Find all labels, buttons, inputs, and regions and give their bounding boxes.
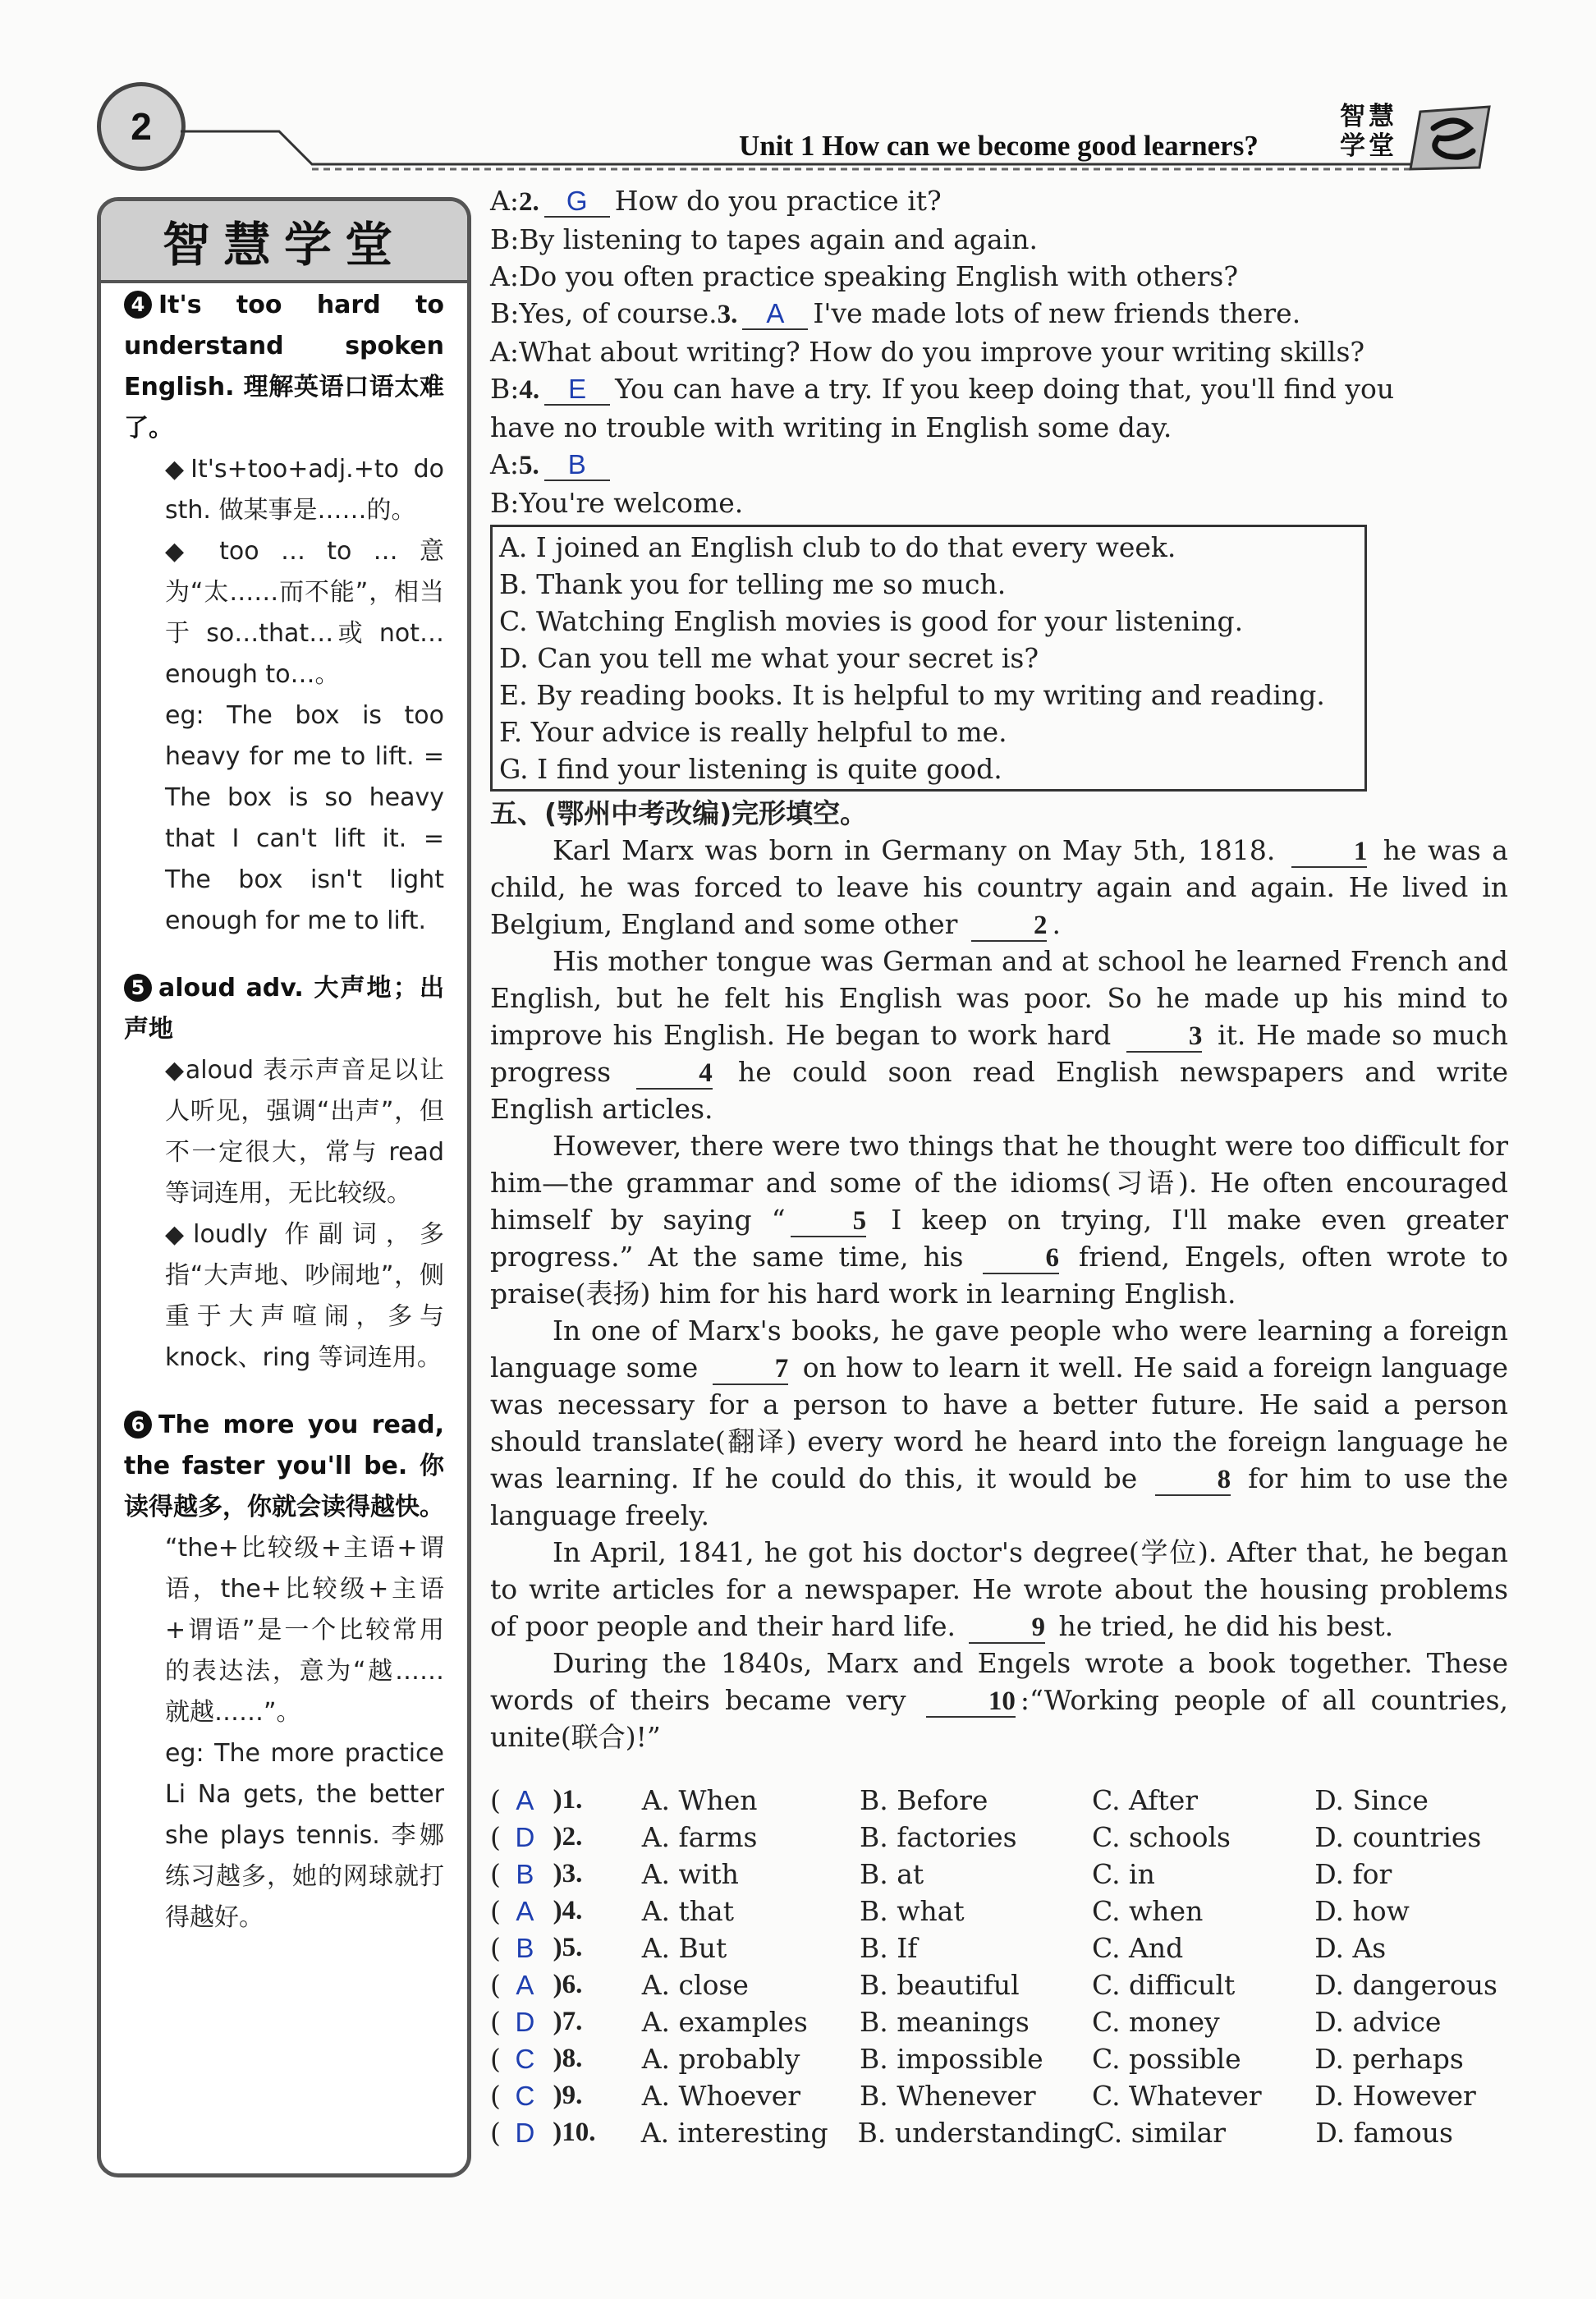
note-heading-text: aloud adv. 大声地；出声地 [124,974,444,1044]
choice-a: A. interesting [640,2117,828,2149]
answer-row [490,2003,1508,2040]
note-line: “the+比较级+主语+谓语，the+比较级+主语+谓语”是一个比较常用的表达法，意为“越……就越……”。 [165,1534,444,1727]
choice-d: D. Since [1314,1784,1429,1816]
sidebar-note [124,968,444,1379]
choice-a: A. with [641,1858,739,1890]
cloze-blank: 2 [971,911,1048,942]
option-line: E. By reading books. It is helpful to my writing and reading. [499,679,1325,711]
question-number: )10. [553,2118,596,2147]
dialogue-text: B:You're welcome. [490,487,744,519]
cloze-blank: 3 [1126,1021,1203,1053]
dialogue-text: B:By listening to tapes again and again. [490,223,1038,255]
answer-paren: ( C [490,2040,553,2077]
note-line: ◆aloud 表示声音足以让人听见，强调“出声”，但不一定很大，常与 read 等词连用，无比较级。 [165,1056,444,1208]
answer-row [490,2114,1508,2151]
passage-paragraph [490,943,1508,1127]
sidebar-notes-panel [97,197,471,2177]
passage-text: However, there were two things that he thought were too difficult for him—the grammar and some of the idioms(习语). He often encouraged himself by saying “ [490,1130,1508,1236]
option-line: A. I joined an English club to do that every week. [499,531,1176,563]
choice-a: A. examples [641,2006,808,2038]
passage-text: Karl Marx was born in Germany on May 5th, 1818. [553,834,1286,866]
brand-logo-icon [1406,103,1496,172]
dialogue-text: A:What about writing? How do you improve your writing skills? [490,336,1365,368]
passage-paragraph [490,1127,1508,1312]
dialogue-text: B: [490,373,520,405]
dialogue-text: A: [490,448,519,480]
answer-blank: E [544,374,610,406]
brand-mark [1340,102,1397,161]
passage-text: During the 1840s, Marx and Engels wrote a book together. These words of theirs became very [490,1647,1508,1716]
choice-b: B. meanings [860,2006,1030,2038]
choice-a: A. When [641,1784,758,1816]
brand-line-2: 学堂 [1340,131,1397,161]
passage-paragraph [490,1534,1508,1645]
dialogue-line [490,295,1508,333]
note-line: ◆It's+too+adj.+to do sth. 做某事是……的。 [165,455,444,525]
dialogue-line [490,221,1508,258]
unit-title: Unit 1 How can we become good learners? [739,130,1259,162]
note-heading [124,1405,444,1528]
answer-row [490,1893,1508,1930]
dialogue-line [490,446,1508,484]
option-line: F. Your advice is really helpful to me. [499,716,1007,748]
question-number: 2. [518,187,539,217]
option-line: G. I find your listening is quite good. [499,753,1002,785]
choice-d: D. advice [1314,2006,1442,2038]
choice-c: C. After [1092,1784,1199,1816]
question-number: )8. [553,2044,583,2073]
choice-c: C. similar [1094,2117,1227,2149]
chosen-answer: B [516,1933,534,1963]
answer-paren: ( A [490,1966,553,2003]
choice-c: C. money [1092,2006,1220,2038]
choice-b: B. Whenever [860,2080,1036,2112]
passage-text: :“Working people of all countries, unite(联合)!” [490,1684,1508,1753]
choice-b: B. If [860,1932,918,1964]
chosen-answer: A [516,1970,534,2000]
dialogue-text: I've made lots of new friends there. [813,297,1301,329]
answer-blank: A [742,299,808,330]
passage-text: I keep on trying, I'll make even greater progress.” At the same time, his [490,1204,1509,1273]
choice-c: C. schools [1092,1821,1231,1853]
answer-blank: B [544,450,610,481]
choice-b: B. impossible [860,2043,1043,2075]
option-line: D. Can you tell me what your secret is? [499,642,1039,674]
note-heading [124,285,444,449]
note-number-badge: 5 [124,974,152,1002]
passage-text: on how to learn it well. He said a foreign language was necessary for a person to have a better future. He said a person should translate(翻译) every word he heard into the foreign language he was learning. If he could do this, it would be [490,1351,1509,1494]
dialogue-line [490,182,1508,221]
answer-paren: ( C [490,2077,553,2114]
note-number-badge: 6 [124,1411,152,1439]
answer-paren: ( A [490,1893,553,1930]
choice-d: D. dangerous [1314,1969,1497,2001]
note-number-badge: 4 [124,291,152,319]
question-number: )7. [553,2007,583,2036]
cloze-blank: 6 [983,1243,1059,1274]
choice-b: B. Before [860,1784,988,1816]
dialogue-line [490,409,1508,446]
note-line: ◆loudly 作副词，多指“大声地、吵闹地”，侧重于大声喧闹，多与 knock、ring 等词连用。 [165,1220,444,1372]
dialogue-text: How do you practice it? [614,185,942,217]
chosen-answer: D [515,2007,535,2037]
answer-row [490,1930,1508,1966]
sidebar-title-bar [101,201,467,283]
answer-row [490,1856,1508,1893]
question-number: )1. [553,1785,583,1815]
choice-b: B. what [860,1895,965,1927]
choice-c: C. difficult [1092,1969,1236,2001]
cloze-blank: 4 [636,1058,713,1090]
page-number: 2 [97,82,186,171]
question-number: 4. [519,375,540,405]
answer-paren: ( D [490,1819,553,1856]
answer-blank: G [544,186,610,218]
choice-b: B. at [860,1858,924,1890]
section-five-title: 五、(鄂州中考改编)完形填空。 [490,797,868,829]
dialogue-section [490,182,1508,521]
choice-d: D. As [1314,1932,1387,1964]
choice-c: C. Whatever [1092,2080,1262,2112]
cloze-passage [490,832,1508,1755]
question-number: )9. [553,2081,583,2110]
sidebar-body [124,285,444,1965]
choice-a: A. that [641,1895,734,1927]
passage-text: he tried, he did his best. [1049,1610,1394,1642]
passage-paragraph [490,1312,1508,1534]
answer-row [490,1819,1508,1856]
option-line: B. Thank you for telling me so much. [499,568,1007,600]
brand-line-1: 智慧 [1340,102,1397,131]
choice-d: D. famous [1315,2117,1453,2149]
chosen-answer: D [515,2118,535,2148]
main-exercise-column [490,182,1508,1755]
passage-text: friend, Engels, often wrote to praise(表扬) him for his hard work in learning English. [490,1241,1508,1310]
question-number: )6. [553,1970,583,1999]
choice-d: D. However [1314,2080,1476,2112]
answer-row [490,2040,1508,2077]
option-line: C. Watching English movies is good for your listening. [499,605,1244,637]
answer-paren: ( D [490,2114,553,2151]
choice-a: A. Whoever [641,2080,801,2112]
answer-paren: ( B [490,1930,553,1966]
chosen-answer: C [515,2081,535,2111]
dialogue-line [490,258,1508,295]
answer-paren: ( D [490,2003,553,2040]
question-number: 3. [717,300,738,329]
cloze-blank: 5 [791,1206,867,1237]
choice-c: C. And [1092,1932,1184,1964]
options-box [490,525,1367,792]
answer-row [490,2077,1508,2114]
note-line: eg: The box is too heavy for me to lift. = The box is so heavy that I can't lift it. = The box isn't light enough for me to lift. [165,701,444,935]
cloze-blank: 8 [1155,1465,1231,1496]
chosen-answer: C [515,2044,535,2074]
choice-b: B. understanding [857,2117,1096,2149]
choice-c: C. possible [1092,2043,1241,2075]
dialogue-text: have no trouble with writing in English some day. [490,411,1172,443]
cloze-answer-choices [490,1782,1508,2151]
cloze-blank: 10 [926,1686,1016,1718]
cloze-blank: 9 [969,1613,1045,1644]
question-number: )2. [553,1822,583,1852]
chosen-answer: A [516,1896,534,1926]
sidebar-note [124,1405,444,1939]
dialogue-line [490,333,1508,370]
passage-text: for him to use the language freely. [490,1462,1508,1531]
question-number: )5. [553,1933,583,1962]
passage-text: In one of Marx's books, he gave people who were learning a foreign language some [490,1315,1508,1384]
choice-a: A. farms [641,1821,758,1853]
note-heading [124,968,444,1050]
chosen-answer: A [516,1785,534,1815]
choice-d: D. countries [1314,1821,1482,1853]
question-number: 5. [518,451,539,480]
cloze-blank: 7 [713,1354,789,1385]
passage-text: he could soon read English newspapers and write English articles. [490,1056,1508,1125]
choice-d: D. for [1314,1858,1392,1890]
note-line: eg: The more practice Li Na gets, the better she plays tennis. 李娜练习越多，她的网球就打得越好。 [165,1739,444,1932]
dialogue-text: A: [490,185,519,217]
choice-c: C. when [1092,1895,1204,1927]
chosen-answer: B [516,1859,534,1889]
passage-paragraph [490,1645,1508,1755]
dialogue-line [490,370,1508,409]
question-number: )4. [553,1896,583,1925]
answer-row [490,1966,1508,2003]
dialogue-line [490,484,1508,521]
choice-b: B. beautiful [860,1969,1020,2001]
passage-paragraph [490,832,1508,943]
passage-text: His mother tongue was German and at school he learned French and English, but he felt his English was poor. So he made up his mind to improve his English. He began to work hard [490,945,1508,1051]
note-heading-text: It's too hard to understand spoken English. 理解英语口语太难了。 [124,291,444,443]
question-number: )3. [553,1859,583,1888]
sidebar-title: 智慧学堂 [162,217,406,273]
choice-a: A. probably [641,2043,800,2075]
choice-c: C. in [1092,1858,1155,1890]
dialogue-text: You can have a try. If you keep doing that, you'll find you [615,373,1395,405]
dialogue-text: A:Do you often practice speaking English with others? [490,260,1239,292]
passage-text: he was a child, he was forced to leave his country again and again. He lived in Belgium, England and some other [490,834,1508,940]
cloze-blank: 1 [1291,837,1368,868]
choice-a: A. But [641,1932,727,1964]
answer-paren: ( A [490,1782,553,1819]
choice-d: D. how [1314,1895,1410,1927]
passage-text: . [1052,908,1061,940]
choice-a: A. close [641,1969,749,2001]
choice-d: D. perhaps [1314,2043,1464,2075]
passage-text: In April, 1841, he got his doctor's degree(学位). After that, he began to write articles for a newspaper. He wrote about the housing problems of poor people and their hard life. [490,1536,1508,1642]
chosen-answer: D [515,1822,535,1852]
dialogue-text: B:Yes, of course. [490,297,718,329]
answer-row [490,1782,1508,1819]
sidebar-note [124,285,444,942]
answer-paren: ( B [490,1856,553,1893]
note-heading-text: The more you read, the faster you'll be. 你读得越多，你就会读得越快。 [124,1411,444,1521]
choice-b: B. factories [860,1821,1017,1853]
note-line: ◆ too … to … 意为“太……而不能”，相当于 so…that…或 not…enough to…。 [165,537,444,689]
passage-text: it. He made so much progress [490,1019,1509,1088]
